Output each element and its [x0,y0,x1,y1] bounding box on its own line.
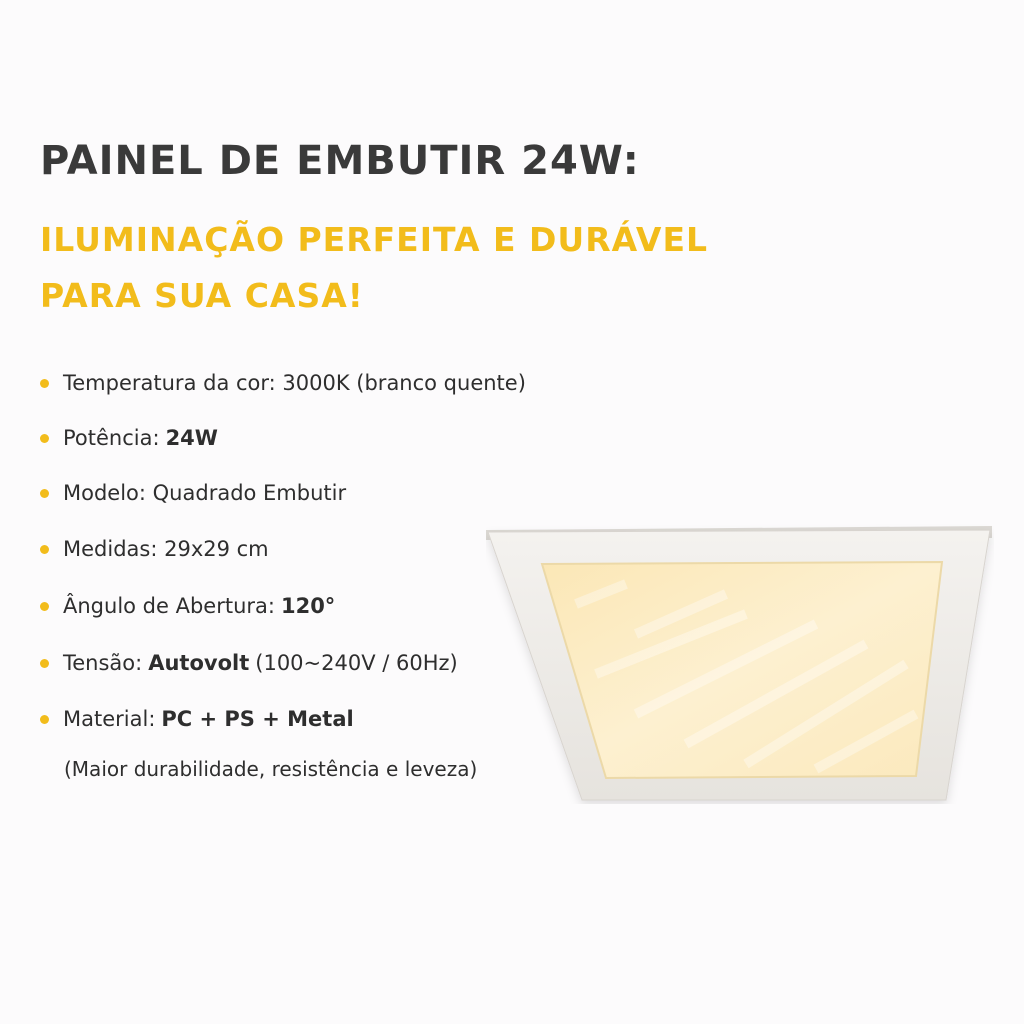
material-note: (Maior durabilidade, resistência e leveza) [64,757,478,781]
spec-suffix: (100~240V / 60Hz) [255,651,458,675]
spec-label: Potência: [63,426,160,450]
spec-item-material [40,707,354,731]
bullet-icon [40,434,49,443]
spec-item-color-temperature [40,371,526,395]
spec-value: Autovolt [148,651,250,675]
led-panel-image [486,524,994,804]
bullet-icon [40,602,49,611]
bullet-icon [40,379,49,388]
bullet-icon [40,659,49,668]
spec-label: Modelo: Quadrado Embutir [63,481,347,505]
panel-diffuser [542,562,942,778]
spec-label: Material: [63,707,156,731]
bullet-icon [40,489,49,498]
spec-item-power [40,426,218,450]
bullet-icon [40,715,49,724]
page-title: PAINEL DE EMBUTIR 24W: [40,138,640,184]
spec-value: 24W [165,426,218,450]
spec-item-voltage [40,651,458,675]
page-subtitle [40,212,708,324]
spec-item-beam-angle [40,594,335,618]
spec-label: Tensão: [63,651,143,675]
spec-item-model [40,481,346,505]
spec-label: Ângulo de Abertura: [63,594,275,618]
spec-item-dimensions [40,537,269,561]
spec-label: Medidas: 29x29 cm [63,537,269,561]
spec-value: 120° [280,594,336,618]
subtitle-line-1: ILUMINAÇÃO PERFEITA E DURÁVEL [40,220,709,259]
subtitle-line-2: PARA SUA CASA! [40,276,364,315]
spec-label: Temperatura da cor: 3000K (branco quente) [63,371,526,395]
bullet-icon [40,545,49,554]
spec-value: PC + PS + Metal [161,707,354,731]
